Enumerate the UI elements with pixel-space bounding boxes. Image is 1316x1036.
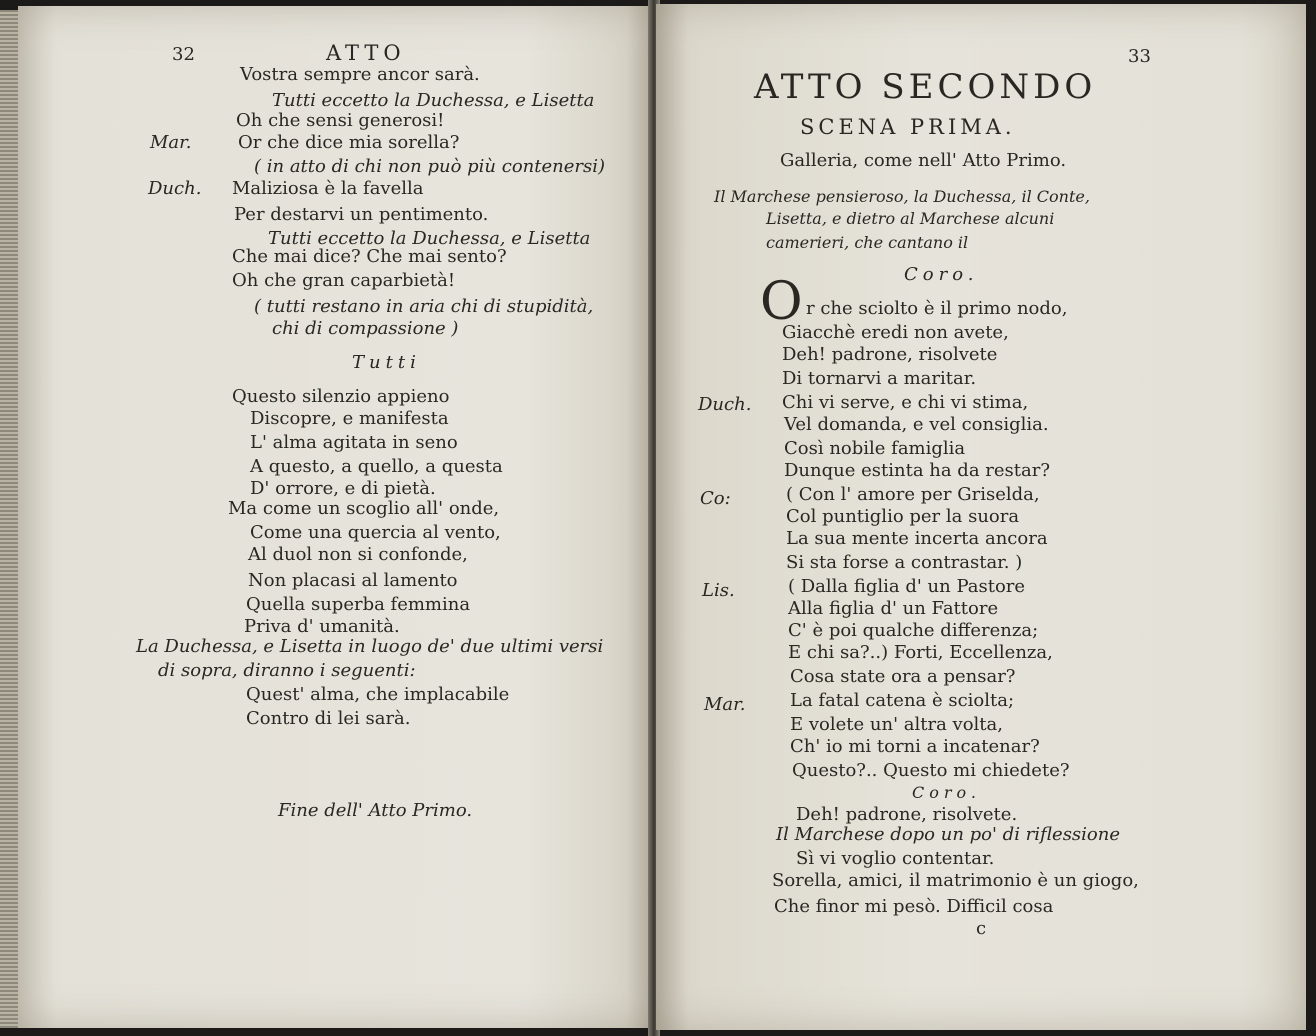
text-line: Deh! padrone, risolvete [782,344,998,365]
stage-direction: Tutti eccetto la Duchessa, e Lisetta [268,228,591,249]
drop-cap: O [760,272,803,332]
page-edges [0,10,18,1028]
stage-direction: La Duchessa, e Lisetta in luogo de' due ultimi versi [136,636,604,657]
text-line: Dunque estinta ha da restar? [784,460,1051,481]
text-line: Sorella, amici, il matrimonio è un giogo, [772,870,1139,891]
text-line: Così nobile famiglia [784,438,966,459]
act-end: Fine dell' Atto Primo. [278,800,473,821]
text-line: Questo?.. Questo mi chiedete? [792,760,1070,781]
text-line: Vostra sempre ancor sarà. [240,64,480,85]
text-line: Non placasi al lamento [248,570,458,591]
text-line: Quest' alma, che implacabile [246,684,510,705]
stage-direction: Il Marchese dopo un po' di riflessione [776,824,1121,845]
chorus-heading: Coro. [904,264,979,285]
speaker-label: Duch. [148,178,202,199]
text-line: Priva d' umanità. [244,616,400,637]
stage-direction: di sopra, diranno i seguenti: [158,660,416,681]
text-line: Come una quercia al vento, [250,522,501,543]
text-line: Al duol non si confonde, [248,544,468,565]
text-line: La fatal catena è sciolta; [790,690,1015,711]
text-line: Oh che sensi generosi! [236,110,445,131]
text-line: C' è poi qualche differenza; [788,620,1039,641]
speaker-label: Co: [700,488,731,509]
text-line: Per destarvi un pentimento. [234,204,489,225]
chorus-heading: Tutti [352,352,421,373]
speaker-label: Lis. [702,580,735,601]
text-line: Deh! padrone, risolvete. [796,804,1018,825]
speaker-label: Mar. [150,132,192,153]
speaker-label: Duch. [698,394,752,415]
stage-direction: ( in atto di chi non può più contenersi) [254,156,605,177]
text-line: Alla figlia d' un Fattore [788,598,999,619]
text-line: A questo, a quello, a questa [250,456,503,477]
left-running-head: ATTO [326,41,406,65]
text-line: Cosa state ora a pensar? [790,666,1016,687]
text-line: La sua mente incerta ancora [786,528,1048,549]
right-page-number: 33 [1128,46,1151,67]
stage-direction: chi di compassione ) [272,318,459,339]
text-line: Or che dice mia sorella? [238,132,460,153]
speaker-label: Mar. [704,694,746,715]
text-line: Maliziosa è la favella [232,178,424,199]
text-line: E volete un' altra volta, [790,714,1003,735]
text-line: Oh che gran caparbietà! [232,270,456,291]
text-line: Ma come un scoglio all' onde, [228,498,500,519]
text-line: Quella superba femmina [246,594,471,615]
text-line: Ch' io mi torni a incatenar? [790,736,1040,757]
stage-direction: Il Marchese pensieroso, la Duchessa, il Conte, [714,187,1090,206]
text-line: Che mai dice? Che mai sento? [232,246,507,267]
text-line: Sì vi voglio contentar. [796,848,995,869]
stage-direction: ( tutti restano in aria chi di stupidità, [254,296,594,317]
stage-direction: Tutti eccetto la Duchessa, e Lisetta [272,90,595,111]
stage-direction: Lisetta, e dietro al Marchese alcuni [766,209,1055,228]
text-line: Questo silenzio appieno [232,386,450,407]
signature-mark: c [976,918,987,939]
text-line: Giacchè eredi non avete, [782,322,1009,343]
text-line: Col puntiglio per la suora [786,506,1020,527]
chorus-heading: Coro. [912,783,981,802]
text-line: L' alma agitata in seno [250,432,458,453]
text-line: E chi sa?..) Forti, Eccellenza, [788,642,1053,663]
act-title: ATTO SECONDO [754,67,1097,107]
scene-title: SCENA PRIMA. [800,115,1016,139]
text-line: ( Dalla figlia d' un Pastore [788,576,1026,597]
left-page-number: 32 [172,44,195,65]
text-line: Contro di lei sarà. [246,708,411,729]
text-line: Discopre, e manifesta [250,408,449,429]
text-line: Di tornarvi a maritar. [782,368,977,389]
text-line: r che sciolto è il primo nodo, [806,298,1068,319]
text-line: D' orrore, e di pietà. [250,478,436,499]
text-line: Si sta forse a contrastar. ) [786,552,1023,573]
text-line: Chi vi serve, e chi vi stima, [782,392,1029,413]
text-line: Vel domanda, e vel consiglia. [784,414,1049,435]
stage-direction: camerieri, che cantano il [766,233,969,252]
scene-setting: Galleria, come nell' Atto Primo. [780,150,1067,171]
text-line: Che finor mi pesò. Difficil cosa [774,896,1054,917]
text-line: ( Con l' amore per Griselda, [786,484,1040,505]
